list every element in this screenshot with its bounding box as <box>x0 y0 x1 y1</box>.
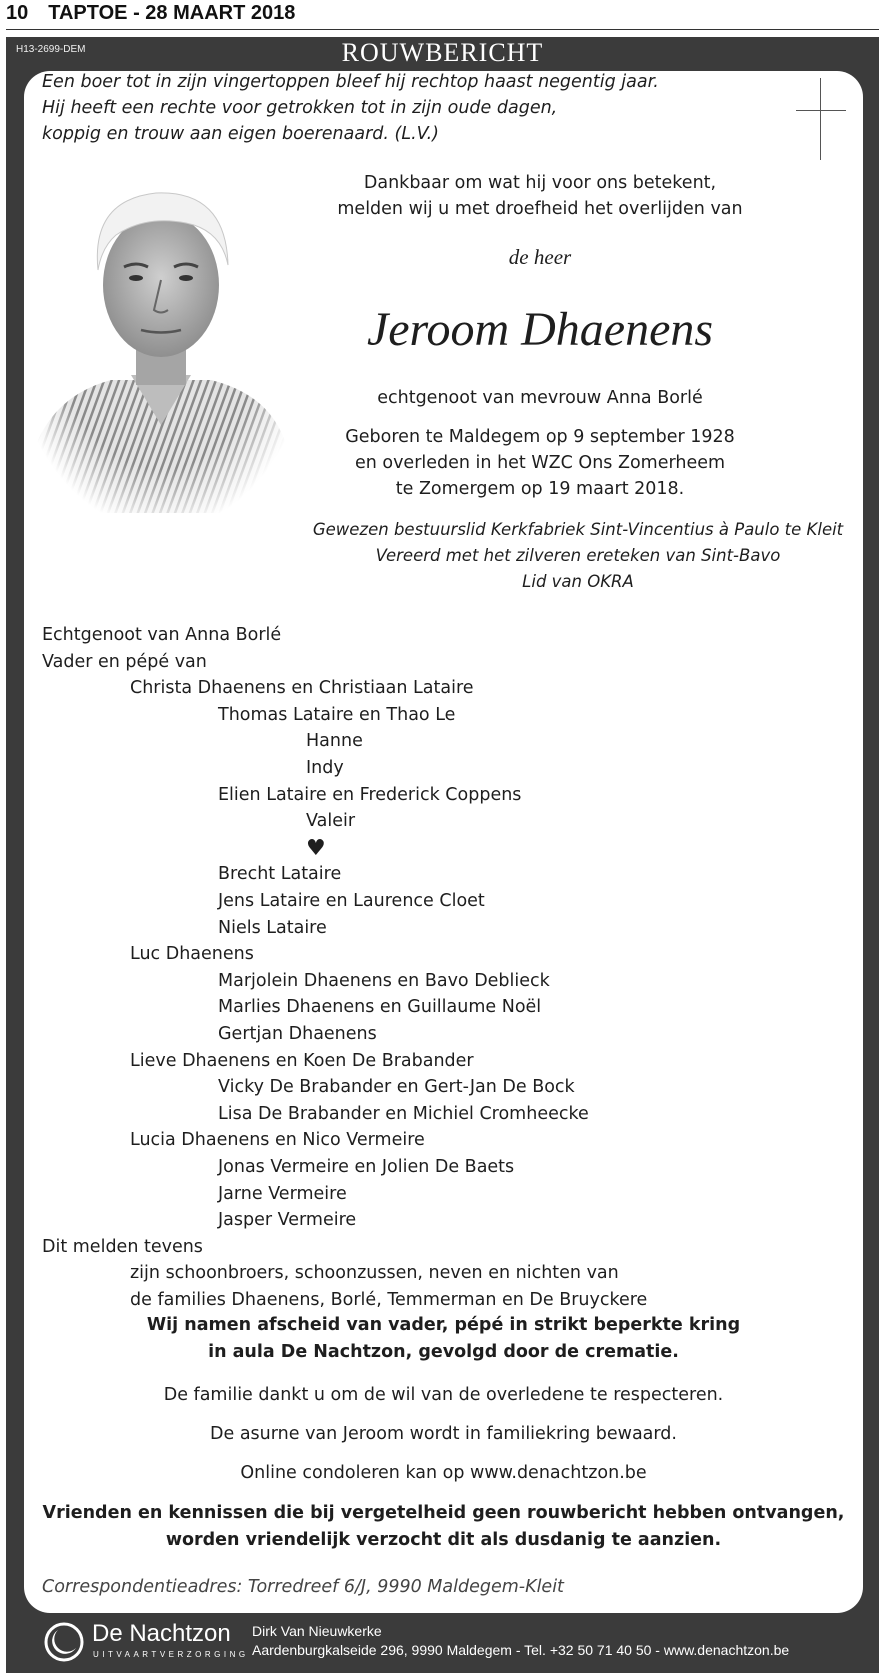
urn-line: De asurne van Jeroom wordt in familiekring bewaard. <box>210 1424 677 1444</box>
honour-line: Lid van OKRA <box>522 572 634 591</box>
family-member: Lieve Dhaenens en Koen De Brabander <box>130 1050 474 1071</box>
cross-icon-bar <box>796 110 846 111</box>
footer-brand-sub: UITVAARTVERZORGING <box>93 1650 249 1659</box>
family-member: Dit melden tevens <box>42 1236 203 1257</box>
farewell-line: Wij namen afscheid van vader, pépé in strikt beperkte kring <box>146 1315 741 1335</box>
footer-brand: De Nachtzon <box>92 1620 231 1647</box>
family-member: zijn schoonbroers, schoonzussen, neven en nichten van <box>130 1263 619 1284</box>
friends-line: worden vriendelijk verzocht dit als dusdanig te aanzien. <box>165 1530 722 1550</box>
family-member: Indy <box>306 758 344 778</box>
family-member: Lucia Dhaenens en Nico Vermeire <box>130 1130 425 1151</box>
family-member: Thomas Lataire en Thao Le <box>218 704 456 725</box>
cross-icon <box>820 78 821 160</box>
page-number: 10 <box>6 2 29 24</box>
poem-line: koppig en trouw aan eigen boerenaard. (L.V.) <box>42 124 440 144</box>
family-member: Niels Lataire <box>218 917 327 938</box>
family-member: Echtgenoot van Anna Borlé <box>42 625 282 645</box>
ad-code: H13-2699-DEM <box>16 44 86 55</box>
family-member: Hanne <box>306 731 363 752</box>
nachtzon-logo-icon <box>44 1622 84 1662</box>
family-member: Luc Dhaenens <box>130 944 254 965</box>
publication-title: TAPTOE - 28 MAART 2018 <box>48 2 296 24</box>
online-condolence: Online condoleren kan op www.denachtzon.be <box>240 1463 647 1483</box>
family-member: Vader en pépé van <box>42 651 207 672</box>
born-line: te Zomergem op 19 maart 2018. <box>395 479 685 499</box>
deceased-name: Jeroom Dhaenens <box>366 303 714 356</box>
family-member: Marjolein Dhaenens en Bavo Deblieck <box>218 970 550 991</box>
family-member: de families Dhaenens, Borlé, Temmerman en De Bruyckere <box>130 1290 648 1310</box>
honour-line: Gewezen bestuurslid Kerkfabriek Sint-Vincentius à Paulo te Kleit <box>312 520 844 539</box>
poem-line: Hij heeft een rechte voor getrokken tot in zijn oude dagen, <box>42 98 558 118</box>
correspondence-address: Correspondentieadres: Torredreef 6/J, 9990 Maldegem-Kleit <box>42 1577 564 1597</box>
family-member: Elien Lataire en Frederick Coppens <box>218 784 522 805</box>
poem-line: Een boer tot in zijn vingertoppen bleef hij rechtop haast negentig jaar. <box>42 72 659 92</box>
honour-line: Vereerd met het zilveren ereteken van Sint-Bavo <box>375 546 781 565</box>
family-member: Marlies Dhaenens en Guillaume Noël <box>218 997 542 1018</box>
salutation: de heer <box>508 245 572 269</box>
page-header <box>6 2 295 25</box>
family-member: Gertjan Dhaenens <box>218 1024 377 1044</box>
spouse-line: echtgenoot van mevrouw Anna Borlé <box>377 388 703 408</box>
family-member: Jonas Vermeire en Jolien De Baets <box>218 1157 515 1177</box>
family-member: Jarne Vermeire <box>218 1183 347 1204</box>
header-rule <box>6 29 879 30</box>
family-member: Christa Dhaenens en Christiaan Lataire <box>130 678 474 699</box>
family-member: Jasper Vermeire <box>218 1210 357 1231</box>
family-member: Jens Lataire en Laurence Cloet <box>218 891 485 911</box>
family-member: Brecht Lataire <box>218 864 342 885</box>
family-member: Lisa De Brabander en Michiel Cromheecke <box>218 1103 589 1124</box>
friends-line: Vrienden en kennissen die bij vergetelheid geen rouwbericht hebben ontvangen, <box>42 1503 845 1523</box>
born-line: Geboren te Maldegem op 9 september 1928 <box>345 427 735 447</box>
announce-line: melden wij u met droefheid het overlijden van <box>337 199 743 219</box>
heart-icon: ♥ <box>306 835 326 861</box>
footer-person: Dirk Van Nieuwkerke <box>252 1623 382 1639</box>
notice-title: ROUWBERICHT <box>341 38 544 67</box>
portrait-photo <box>36 175 286 513</box>
born-line: en overleden in het WZC Ons Zomerheem <box>354 453 726 473</box>
family-member: Valeir <box>306 811 356 832</box>
farewell-line: in aula De Nachtzon, gevolgd door de crematie. <box>208 1342 679 1362</box>
family-member: Vicky De Brabander en Gert-Jan De Bock <box>218 1077 575 1098</box>
respect-line: De familie dankt u om de wil van de overledene te respecteren. <box>163 1385 724 1405</box>
announce-line: Dankbaar om wat hij voor ons betekent, <box>363 173 717 193</box>
footer-contact: Aardenburgkalseide 296, 9990 Maldegem - Tel. +32 50 71 40 50 - www.denachtzon.be <box>252 1642 790 1658</box>
